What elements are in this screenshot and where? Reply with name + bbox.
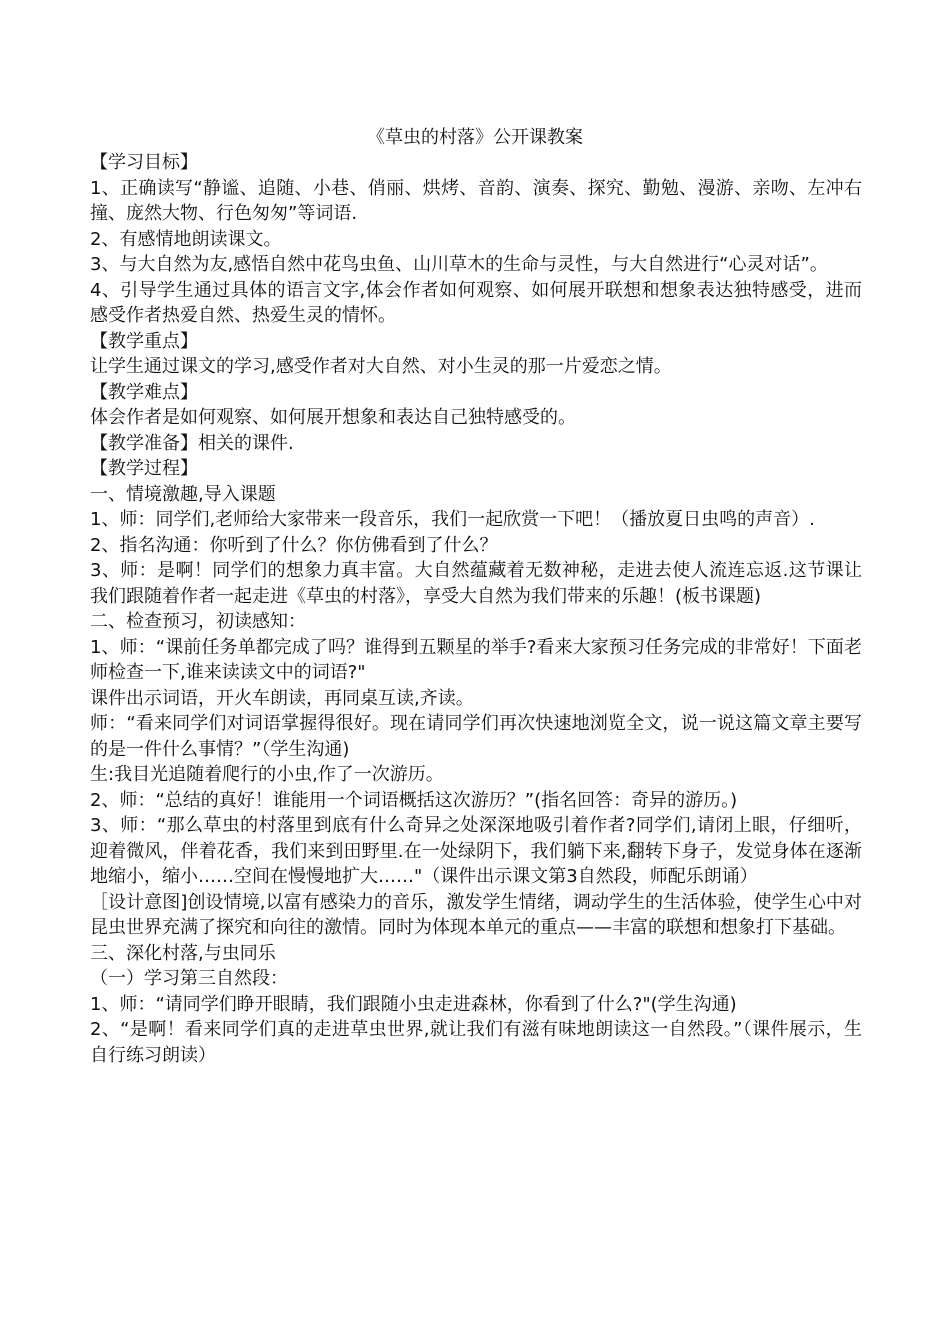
paragraph: 1、师：“课前任务单都完成了吗？谁得到五颗星的举手?看来大家预习任务完成的非常好！下面老师检查一下,谁来读读文中的词语?"	[90, 636, 862, 683]
document-body	[90, 150, 862, 1068]
paragraph: 体会作者是如何观察、如何展开想象和表达自己独特感受的。	[90, 407, 576, 428]
document-title: 《草虫的村落》公开课教案	[367, 127, 583, 148]
paragraph: 生:我目光追随着爬行的小虫,作了一次游历。	[90, 764, 444, 785]
section-heading-process: 【教学过程】	[90, 458, 198, 479]
subsection-heading: 一、情境激趣,导入课题	[90, 483, 276, 505]
paragraph: 2、指名沟通：你听到了什么？你仿佛看到了什么？	[90, 534, 498, 556]
paragraph: 师：“看来同学们对词语掌握得很好。现在请同学们再次快速地浏览全文，说一说这篇文章主要写的是一件什么事情？”（学生沟通)	[90, 713, 862, 760]
paragraph: 1、师：同学们,老师给大家带来一段音乐，我们一起欣赏一下吧！（播放夏日虫鸣的声音）.	[90, 509, 815, 530]
paragraph: 1、师：“请同学们睁开眼睛，我们跟随小虫走进森林，你看到了什么?"(学生沟通)	[90, 993, 737, 1015]
paragraph: 2、“是啊！看来同学们真的走进草虫世界,就让我们有滋有味地朗读这一自然段。”（课件展示，生自行练习朗读）	[90, 1019, 862, 1066]
paragraph: 让学生通过课文的学习,感受作者对大自然、对小生灵的那一片爱恋之情。	[90, 356, 672, 377]
paragraph: 课件出示词语，开火车朗读，再同桌互读,齐读。	[90, 687, 474, 709]
paragraph: 4、引导学生通过具体的语言文字,体会作者如何观察、如何展开联想和想象表达独特感受，进而感受作者热爱自然、热爱生灵的情怀。	[90, 279, 862, 326]
subsection-heading: 三、深化村落,与虫同乐	[90, 942, 276, 964]
paragraph: 2、有感情地朗读课文。	[90, 228, 282, 250]
paragraph: 1、正确读写“静谧、追随、小巷、俏丽、烘烤、音韵、演奏、探究、勤勉、漫游、亲吻、左冲右撞、庞然大物、行色匆匆”等词语.	[90, 177, 862, 224]
paragraph: （一）学习第三自然段：	[90, 968, 288, 989]
paragraph: 3、与大自然为友,感悟自然中花鸟虫鱼、山川草木的生命与灵性，与大自然进行“心灵对话”。	[90, 254, 828, 275]
paragraph: ［设计意图]创设情境,以富有感染力的音乐，激发学生情绪，调动学生的生活体验，使学生心中对昆虫世界充满了探究和向往的激情。同时为体现本单元的重点——丰富的联想和想象打下基础。	[90, 891, 862, 938]
section-heading-preparation: 【教学准备】相关的课件.	[90, 432, 294, 454]
subsection-heading: 二、检查预习，初读感知：	[90, 611, 306, 632]
paragraph: 2、师：“总结的真好！谁能用一个词语概括这次游历？”(指名回答：奇异的游历。)	[90, 789, 738, 811]
section-heading-difficulties: 【教学难点】	[90, 381, 198, 403]
section-heading-key-points: 【教学重点】	[90, 330, 198, 352]
paragraph: 3、师：“那么草虫的村落里到底有什么奇异之处深深地吸引着作者?同学们,请闭上眼，仔细听，迎着微风，伴着花香，我们来到田野里.在一处绿阴下，我们躺下来,翻转下身子，发觉身体在逐渐地缩小，缩小……空间在慢慢地扩大……"（课件出示课文第3自然段，师配乐朗诵）	[90, 815, 862, 887]
paragraph: 3、师：是啊！同学们的想象力真丰富。大自然蕴藏着无数神秘，走进去使人流连忘返.这节课让我们跟随着作者一起走进《草虫的村落》，享受大自然为我们带来的乐趣！(板书课题)	[90, 560, 862, 607]
section-heading-learning-goals: 【学习目标】	[90, 152, 198, 173]
